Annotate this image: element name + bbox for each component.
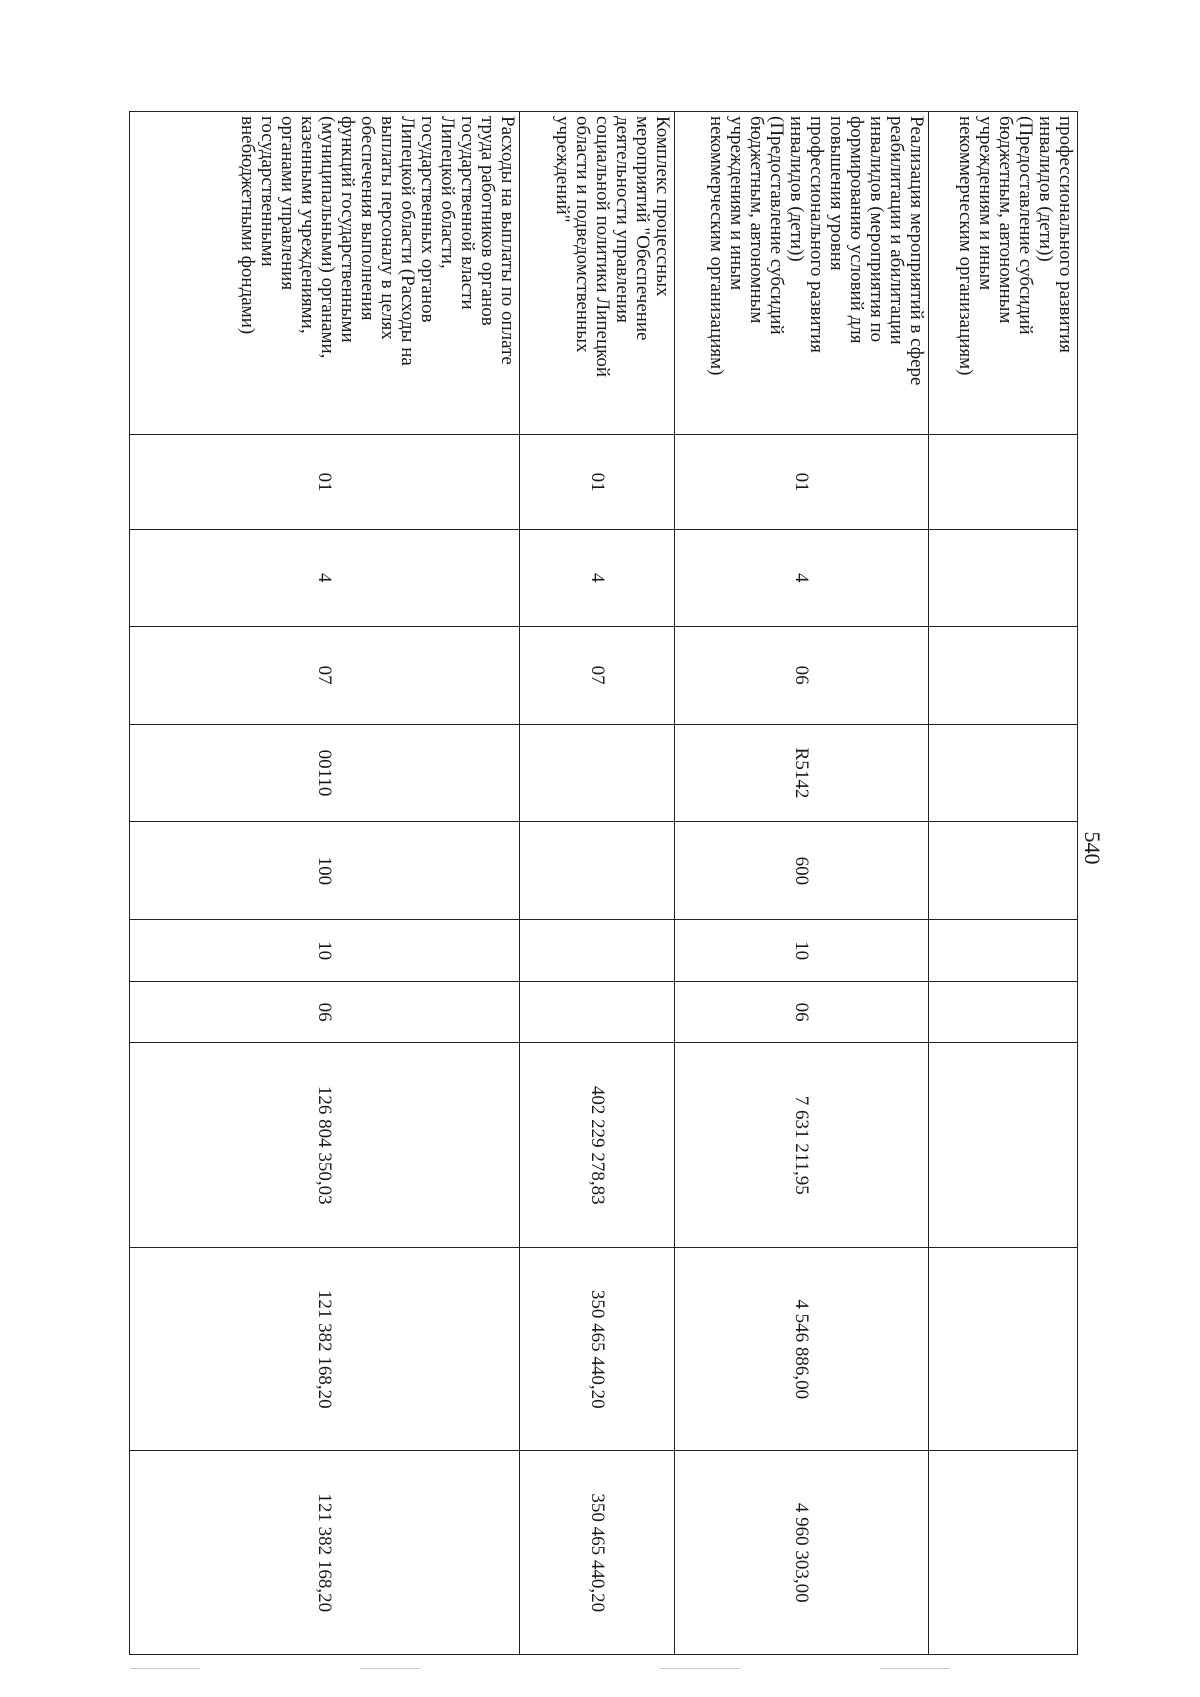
budget-table-sheet <box>130 111 1078 1655</box>
rz-cell <box>929 920 1078 982</box>
pr-cell: 06 <box>675 981 929 1043</box>
razdel-cell: 4 <box>520 529 675 626</box>
table-row <box>130 112 520 1655</box>
row-name-cell: профессионального развития инвалидов (дети)) (Предоставление субсидий бюджетным, автономным учреждениям и иным некоммерческим организациям) <box>929 112 1078 435</box>
podrazdel-cell: 06 <box>675 626 929 724</box>
code-cell: R5142 <box>675 724 929 822</box>
vid-cell <box>929 822 1078 920</box>
scan-artifact-line <box>880 1668 950 1669</box>
glava-cell: 01 <box>675 435 929 530</box>
page-number: 540 <box>1080 831 1105 865</box>
razdel-cell <box>929 529 1078 626</box>
table-row <box>520 112 675 1655</box>
podrazdel-cell: 07 <box>520 626 675 724</box>
pr-cell <box>929 981 1078 1043</box>
row-name-cell: Комплекс процессных мероприятий "Обеспечение деятельности управления социальной политики Липецкой области и подведомственных учреждений" <box>520 112 675 435</box>
row-name-cell: Реализация мероприятий в сфере реабилитации и абилитации инвалидов (мероприятия по формированию условий для повышения уровня профессионального развития инвалидов (дети)) (Предоставление субсидий бюджетным, автономным учреждениям и иным некоммерческим организациям) <box>675 112 929 435</box>
razdel-cell: 4 <box>130 529 520 626</box>
sum1-cell: 402 229 278,83 <box>520 1043 675 1248</box>
vid-cell <box>520 822 675 920</box>
sum1-cell <box>929 1043 1078 1248</box>
rz-cell: 10 <box>130 920 520 982</box>
sum3-cell: 121 382 168,20 <box>130 1451 520 1655</box>
sum1-cell: 7 631 211,95 <box>675 1043 929 1248</box>
budget-table <box>129 111 1078 1655</box>
code-cell <box>929 724 1078 822</box>
sum3-cell: 4 960 303,00 <box>675 1451 929 1655</box>
code-cell: 00110 <box>130 724 520 822</box>
code-cell <box>520 724 675 822</box>
scan-artifact-line <box>660 1668 740 1669</box>
rz-cell: 10 <box>675 920 929 982</box>
table-row <box>675 112 929 1655</box>
row-name-cell: Расходы на выплаты по оплате труда работников органов государственной власти Липецкой области, государственных органов Липецкой области (Расходы на выплаты персоналу в целях обеспечения выполнения функций государственными (муниципальными) органами, казенными учреждениями, органами управления государственными внебюджетными фондами) <box>130 112 520 435</box>
glava-cell: 01 <box>520 435 675 530</box>
vid-cell: 100 <box>130 822 520 920</box>
pr-cell: 06 <box>130 981 520 1043</box>
rz-cell <box>520 920 675 982</box>
sum2-cell: 350 465 440,20 <box>520 1248 675 1451</box>
pr-cell <box>520 981 675 1043</box>
sum3-cell: 350 465 440,20 <box>520 1451 675 1655</box>
sum2-cell: 121 382 168,20 <box>130 1248 520 1451</box>
sum2-cell: 4 546 886,00 <box>675 1248 929 1451</box>
glava-cell: 01 <box>130 435 520 530</box>
vid-cell: 600 <box>675 822 929 920</box>
sum2-cell <box>929 1248 1078 1451</box>
podrazdel-cell: 07 <box>130 626 520 724</box>
sum3-cell <box>929 1451 1078 1655</box>
scan-artifact-line <box>360 1668 420 1669</box>
razdel-cell: 4 <box>675 529 929 626</box>
podrazdel-cell <box>929 626 1078 724</box>
table-row <box>929 112 1078 1655</box>
scan-artifact-line <box>130 1668 200 1669</box>
glava-cell <box>929 435 1078 530</box>
sum1-cell: 126 804 350,03 <box>130 1043 520 1248</box>
